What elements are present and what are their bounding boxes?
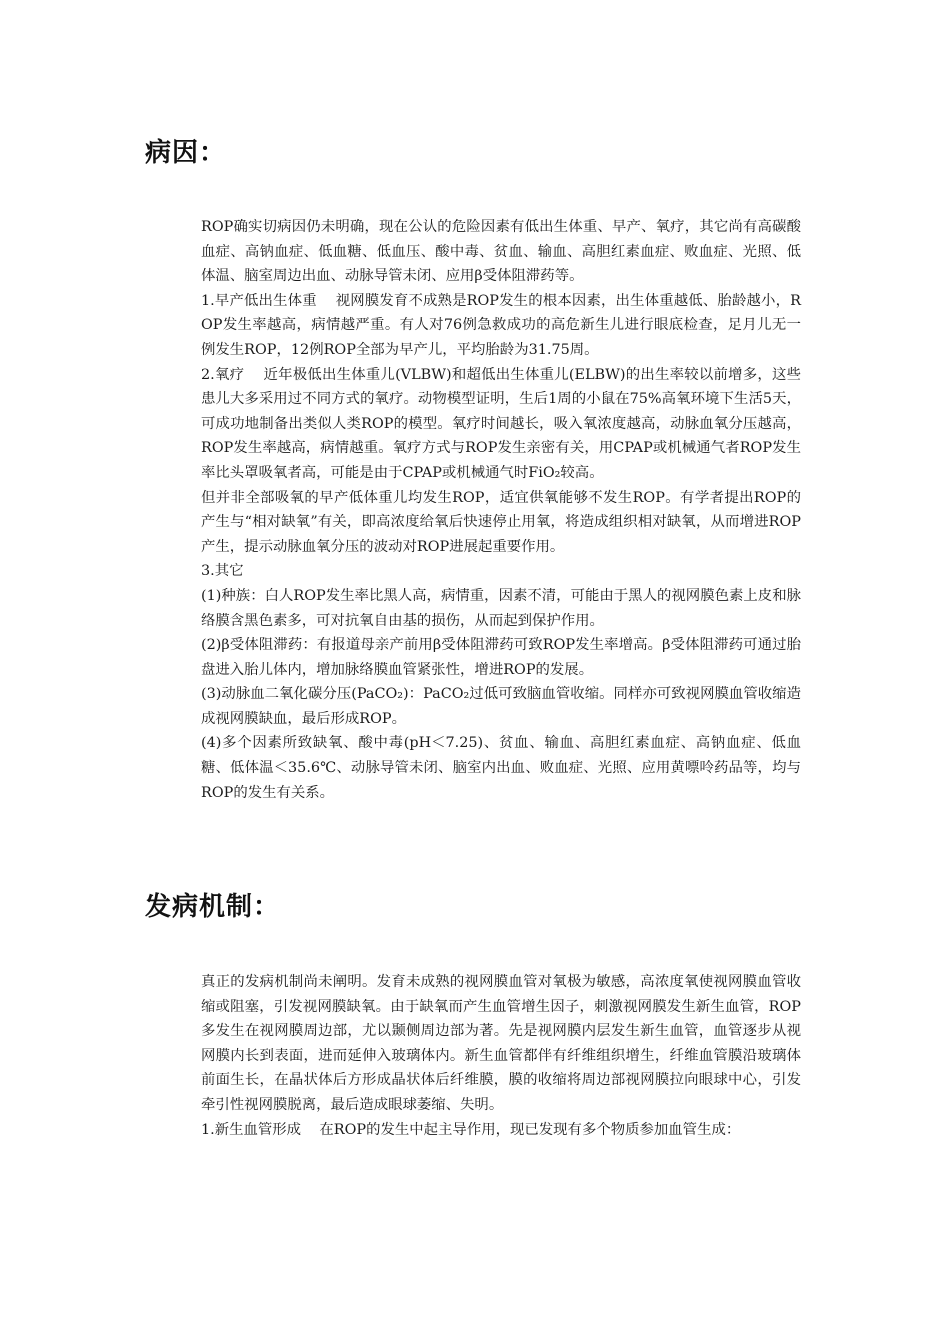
paragraph: 2.氧疗 近年极低出生体重儿(VLBW)和超低出生体重儿(ELBW)的出生率较以前增多，这些患儿大多采用过不同方式的氧疗。动物模型证明，生后1周的小鼠在75%高氧环境下生活5天，可成功地制备出类似人类ROP的模型。氧疗时间越长，吸入氧浓度越高，动脉血氧分压越高，ROP发生率越高，病情越重。氧疗方式与ROP发生亲密有关，用CPAP或机械通气者ROP发生率比头罩吸氧者高，可能是由于CPAP或机械通气时FiO₂较高。 xyxy=(201,366,801,481)
section-heading-etiology: 病因： xyxy=(145,138,227,168)
paragraph: ROP确实切病因仍未明确，现在公认的危险因素有低出生体重、早产、氧疗，其它尚有高碳酸血症、高钠血症、低血糖、低血压、酸中毒、贫血、输血、高胆红素血症、败血症、光照、低体温、脑室周边出血、动脉导管未闭、应用β受体阻滞药等。 xyxy=(201,219,801,285)
section-heading-pathogenesis: 发病机制： xyxy=(145,892,281,922)
paragraph: (4)多个因素所致缺氧、酸中毒(pH＜7.25)、贫血、输血、高胆红素血症、高钠血症、低血糖、低体温＜35.6℃、动脉导管未闭、脑室内出血、败血症、光照、应用黄嘌呤药品等，均与ROP的发生有关系。 xyxy=(201,735,801,801)
paragraph: 1.早产低出生体重 视网膜发育不成熟是ROP发生的根本因素，出生体重越低、胎龄越小，ROP发生率越高，病情越严重。有人对76例急救成功的高危新生儿进行眼底检查，足月儿无一例发生ROP，12例ROP全部为早产儿，平均胎龄为31.75周。 xyxy=(201,292,801,358)
section-body-pathogenesis xyxy=(201,970,801,1142)
paragraph: 但并非全部吸氧的早产低体重儿均发生ROP，适宜供氧能够不发生ROP。有学者提出ROP的产生与“相对缺氧”有关，即高浓度给氧后快速停止用氧，将造成组织相对缺氧，从而增进ROP产生，提示动脉血氧分压的波动对ROP进展起重要作用。 xyxy=(201,489,801,555)
paragraph: 1.新生血管形成 在ROP的发生中起主导作用，现已发现有多个物质参加血管生成： xyxy=(201,1121,741,1138)
paragraph: 3.其它 xyxy=(201,563,244,580)
paragraph: (1)种族：白人ROP发生率比黑人高，病情重，因素不清，可能由于黑人的视网膜色素上皮和脉络膜含黑色素多，可对抗氧自由基的损伤，从而起到保护作用。 xyxy=(201,587,801,629)
paragraph: (3)动脉血二氧化碳分压(PaCO₂)：PaCO₂过低可致脑血管收缩。同样亦可致视网膜血管收缩造成视网膜缺血，最后形成ROP。 xyxy=(201,686,801,727)
section-body-etiology xyxy=(201,215,801,805)
paragraph: 真正的发病机制尚未阐明。发育未成熟的视网膜血管对氧极为敏感，高浓度氧使视网膜血管收缩或阻塞，引发视网膜缺氧。由于缺氧而产生血管增生因子，刺激视网膜发生新生血管，ROP多发生在视网膜周边部，尤以颞侧周边部为著。先是视网膜内层发生新生血管，血管逐步从视网膜内长到表面，进而延伸入玻璃体内。新生血管都伴有纤维组织增生，纤维血管膜沿玻璃体前面生长，在晶状体后方形成晶状体后纤维膜，膜的收缩将周边部视网膜拉向眼球中心，引发牵引性视网膜脱离，最后造成眼球萎缩、失明。 xyxy=(201,974,801,1113)
paragraph: (2)β受体阻滞药：有报道母亲产前用β受体阻滞药可致ROP发生率增高。β受体阻滞药可通过胎盘进入胎儿体内，增加脉络膜血管紧张性，增进ROP的发展。 xyxy=(201,637,801,678)
